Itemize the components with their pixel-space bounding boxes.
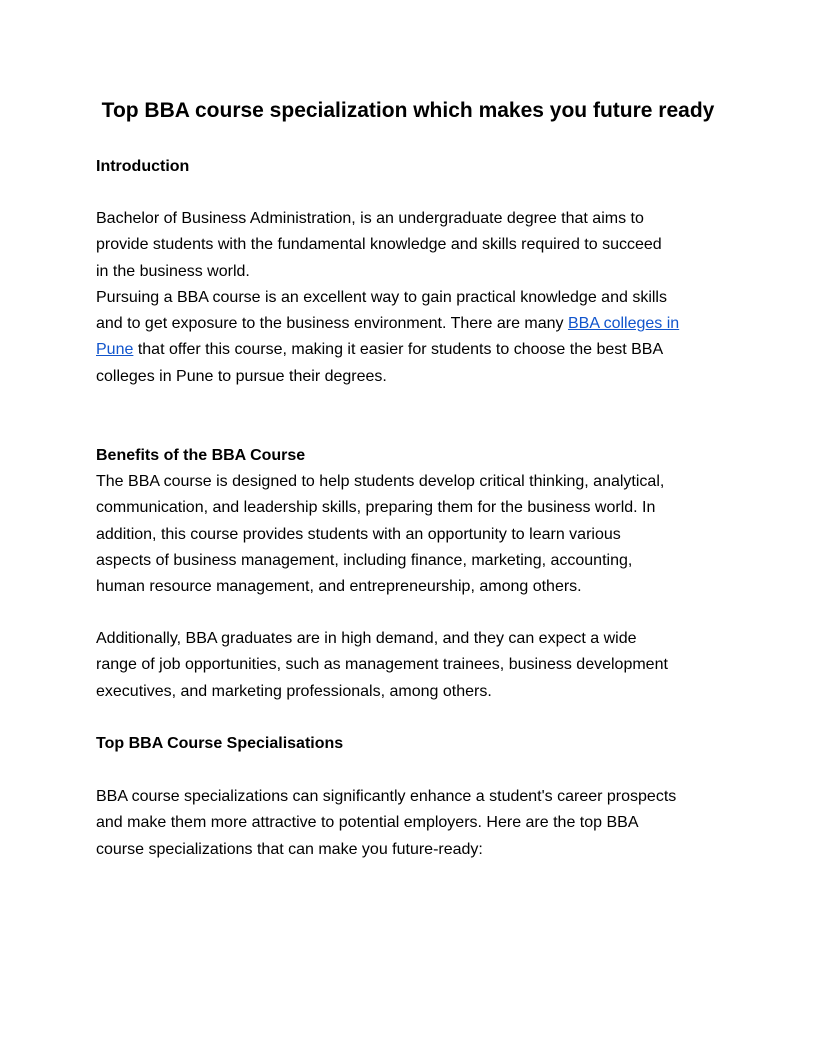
section-heading-introduction: Introduction: [96, 158, 190, 175]
text-line: The BBA course is designed to help students develop critical thinking, analytical,: [96, 473, 665, 490]
text-line-with-link: [96, 311, 726, 337]
text-line: range of job opportunities, such as management trainees, business development: [96, 656, 668, 674]
text-line: executives, and marketing professionals, among others.: [96, 682, 492, 700]
document-title: Top BBA course specialization which makes you future ready: [101, 99, 715, 122]
text-line: Pursuing a BBA course is an excellent way to gain practical knowledge and skills: [96, 288, 667, 306]
benefits-paragraph-1: [96, 469, 726, 600]
text-line: colleges in Pune to pursue their degrees.: [96, 367, 387, 385]
bba-colleges-link-part2[interactable]: Pune: [96, 341, 134, 359]
text-line: and make them more attractive to potential employers. Here are the top BBA: [96, 814, 639, 832]
text-line: human resource management, and entrepreneurship, among others.: [96, 578, 582, 596]
text-line: in the business world.: [96, 262, 250, 280]
benefits-paragraph-2: [96, 626, 726, 705]
text-line-with-link: [96, 337, 726, 363]
text-line: aspects of business management, including finance, marketing, accounting,: [96, 551, 633, 569]
text-line: Bachelor of Business Administration, is an undergraduate degree that aims to: [96, 210, 644, 227]
specialisations-paragraph-1: [96, 784, 726, 863]
section-heading-benefits: Benefits of the BBA Course: [96, 447, 306, 464]
intro-paragraph-1: [96, 206, 726, 390]
section-heading-specialisations: Top BBA Course Specialisations: [96, 735, 344, 752]
text-line: course specializations that can make you future-ready:: [96, 840, 483, 858]
text-line: BBA course specializations can significantly enhance a student's career prospects: [96, 788, 677, 805]
text-line: Additionally, BBA graduates are in high demand, and they can expect a wide: [96, 630, 637, 647]
text-span: and to get exposure to the business environment. There are many: [96, 315, 568, 333]
text-span: that offer this course, making it easier for students to choose the best BBA: [133, 341, 664, 359]
bba-colleges-link-part1[interactable]: BBA colleges in: [567, 315, 680, 333]
text-line: communication, and leadership skills, preparing them for the business world. In: [96, 499, 656, 517]
text-line: addition, this course provides students with an opportunity to learn various: [96, 525, 621, 543]
text-line: provide students with the fundamental knowledge and skills required to succeed: [96, 236, 662, 254]
